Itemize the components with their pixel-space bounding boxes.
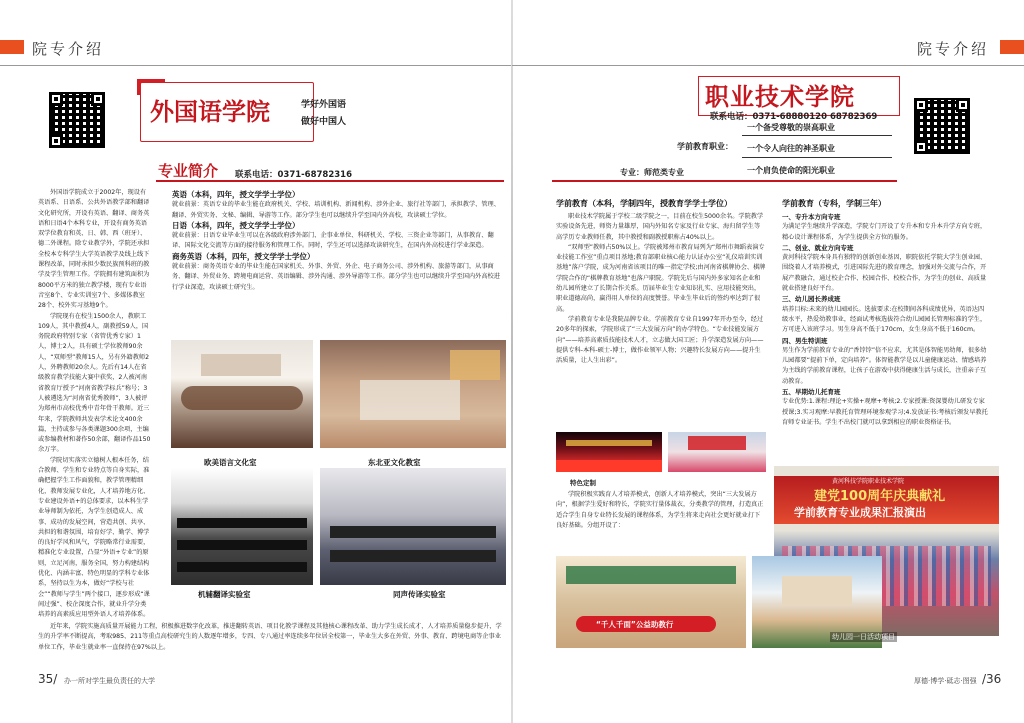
section-heading: 院专介绍 [32, 40, 105, 58]
col1-heading: 学前教育（本科，学制四年，授教育学学士学位） [556, 199, 732, 208]
col1-text-after: 学院积极实践育人才培养模式，创新人才培养模式，突出“三大发展方向”，根据学生爱好和特长，学院实行量体裁衣，分类教学的管理，打造真正适合学生自身专业特长发展的课程体系，为学生将来走向社会更好就业打下良好基础。分组开设了： [556, 491, 764, 529]
subtitle-underline [552, 180, 897, 182]
subtitle-underline [156, 180, 504, 182]
interpretation-lab-photo [320, 468, 506, 585]
program-label: 学前教育职业： [677, 142, 733, 151]
section-marker [0, 40, 24, 54]
footer-slogan: 厚德·博学·砥志·图强 [914, 677, 977, 685]
college-title: 外国语学院 [150, 98, 270, 126]
program-heading: 日语（本科，四年，授文学学士学位） [172, 220, 300, 230]
slogan-2: 做好中国人 [301, 117, 347, 127]
language-lab-photo [171, 340, 313, 448]
col2-text: 一、专升本方向专班 为满足学生继续升学深造，学院专门开设了专升本和专升本升学方向专班，精心设计课程体系，为学生提供全方位的服务。 二、创业、就业方向专班 黄河科技学院本身具有独特的创新创业基因，职院依托学院大学生创业园、围绕着人才培养模式，引进国际先进的教育理念，加强对外交流与合作，开展产教融合，通过校企合作、校园合作、校校合作，为学生的创业、高质量就业搭建良好平台。 三、幼儿园长养成班 培养目标:未来的幼儿园园长。选拔要求:在校期间各科成绩优异，英语达四级水平，热爱幼教事业，经面试考核选拔符合幼儿园园长管理标准的学生，方可进入该班学习。男生身高不低于170cm，女生身高不低于160cm。 四、男生特训班 男生作为学前教育专业的“香饽饽”倍不应求，尤其是体智能男幼师，很多幼儿园都要“提前下单，定向培养”。体智能教学是以儿童健康运动、情感培养为主线的学前教育课程，让孩子在游戏中获得健康生活与成长，注重亲子互动教育。 五、早期幼儿托育班 专业优势:1.课程:理论+实操+观摩+考核;2.专家授课:资深婴幼儿研发专家授课;3.实习观摩:早教托育管理环境参观学习;4.发放证书:考核后颁发早教托育师专业证书。学生不出校门就可以拿到相应的职业资格证书。 [782, 213, 988, 426]
major-label: 专业：师范类专业 [620, 168, 684, 177]
banner-school: 黄河科技学院职业技术学院 [832, 478, 905, 485]
poster-text: “千人千面”公益助教行 [596, 620, 674, 629]
qr-code-icon [47, 90, 107, 150]
contact-phone: 联系电话：0371-68880120 68782369 [710, 112, 878, 122]
qr-code-icon [912, 96, 972, 156]
college-title: 职业技术学院 [705, 83, 855, 111]
intro-paragraph: 外国语学院成立于2002年，现设有英语系、日语系、公共外语教学部和翻译文化研究所，开设有英语、翻译、商务英语和日语4个本科专业，开设有商务英语双学位教育和英、日、韩、西（班牙）、德二外课程。除专业教学外，学院还承担全校本专科学生大学英语教学及线上线下课程改革，同时承担少数民族预科班的教学及学生管理工作。学院拥有建筑面积为8000平方米的独立教学楼，现有专业语音室8个、专业实训室7个、多媒体教室28个、校外实习基地9个。 [38, 189, 150, 310]
photo-caption: 机辅翻译实验室 [198, 590, 251, 599]
closing-paragraph: 近年来，学院实施高质量开展能力工程，积极推进数字化改革，推进翻转英语、项目化教学课程及其他核心课程改革、助力学生成长成才，人才培养质量稳步提升，学生的升学率不断提高，考取985、211等重点高校研究生的人数逐年增多，专四、专八通过率连续多年位居全校第一，毕业生大多在外贸、外事、教育、跨境电商等企事业单位工作，毕业生就业率一直保持在97%以上。 [38, 623, 502, 651]
contact-phone: 联系电话：0371-68782316 [235, 170, 353, 180]
program-heading: 英语（本科，四年，授文学学士学位） [172, 190, 300, 199]
footer-slogan: 办一所对学生最负责任的大学 [64, 677, 155, 685]
feature-label: 特色定制 [570, 479, 596, 487]
col1-text: 职业技术学院属于学校二级学院之一，目前在校生5000余名。学院教学实验设备先进，师资力量雄厚，国内外知名专家及行业专家、海归留学生等高学历专业教师任教，其中教授和副教授职称占40%以上。 “双师型”教师占50%以上。学院被郑州市教育局列为“郑州市舞蹈表演专业技能工作室”重点项目基地;教育部职业核心能力认证办公室“礼仪培训实训基地”落户学院，成为河南省该项目的唯一指定学校;由河南省棋牌协会、棋牌学院合作的“棋牌教育基地”也落户职院。学院先后与国内外多家知名企业和幼儿园所建立了长期合作关系。历届毕业生专业知识扎实、应用技能突出，职业道德高尚，赢得用人单位的高度赞誉。毕业生毕业后的签约率达到了很高。 学前教育专业是我院品牌专业。学前教育专业自1997年开办至今，经过20多年的探索，学院形成了“三大发展方向”的办学特色。“专业技能发展方向”——培养高素质技能技术人才，立志做大国工匠；升学深造发展方向——提供专科-本科-硕士-博士，做作业领军人物；兴趣特长发展方向——提升生活质量，让人生出彩”。 [556, 213, 766, 365]
intro-paragraph: 学院切实落实立德树人根本任务，结合教师、学生和专业特点等自身实际，准确把握学生工作面貌和，教学管理精细化，教师发展专业化，人才培养地方化、专业建设外语+的总体要求，以本科生学业导师制为依托，为学生创造成人、成事、成功的发展空间，营造共创、共享、共担的和谐氛围，培育好学、勤学、博学的良好学风和风气，学院略常行业需要，精准化专业设置，凸显“外语+专业”的原则，立足河南，服务全国，努力构建结构优化、内涵丰富、特色明显的学科专业体系，坚持以生为本，做好“学校与社会”“教师与学生”两个接口，逐步形成“课间过强”、校企深度合作，就业升学分类培养的高素质应用型外语人才培养体系。 [38, 456, 150, 619]
program-list [172, 190, 504, 293]
intro-paragraph: 学院现有在校生1500余人，教职工109人，其中教授4人，副教授59人，国务院政府特别专家（省管优秀专家）1人，博士2人，具有硕士学位教师90余人，“双师型”教师15人，另有外籍教师2人，外聘教师20余人。先后有14人在省级教育教学技能大赛中获奖，2人被河南省教育厅授予“河南省教学标兵”称号；3人被遴选为“河南省优秀教师”，3人被评为郑州市高校优秀中青年骨干教师。近三年来，学院教师共发表学术论文400余篇，主持或参与各类课题300余项，主编或参编教材和著作50余部，翻译作品150余万字。 [38, 312, 151, 454]
right-page [512, 0, 1024, 723]
col2-heading: 学前教育（专科，学制三年） [782, 199, 886, 208]
motto-2: 一个令人向往的神圣职业 [747, 144, 835, 153]
photo-caption: 幼儿园一日活动项目 [832, 633, 895, 641]
motto-3: 一个肩负使命的阳光职业 [747, 166, 835, 175]
section-marker [1000, 40, 1024, 54]
banner-title: 建党100周年庆典献礼 [814, 489, 946, 504]
performance-photo [668, 432, 766, 472]
slogan-1: 学好外国语 [301, 100, 347, 110]
photo-caption: 欧美语言文化室 [204, 458, 257, 467]
stage-photo [556, 432, 662, 472]
charity-photo [556, 556, 746, 648]
translation-lab-photo [171, 468, 313, 585]
banner-subtitle: 学前教育专业成果汇报演出 [794, 506, 926, 519]
motto-1: 一个备受尊敬的崇高职业 [747, 123, 835, 132]
section-heading: 院专介绍 [917, 40, 990, 58]
photo-caption: 同声传译实验室 [393, 590, 446, 599]
page-number: 35/ [38, 672, 58, 686]
program-description: 就业前景：日语专业毕业生可以在各级政府涉外部门、企事业单位、科研机关、学校、三资企业等部门，从事教育、翻译、国际文化交流等方面的接待服务和管理工作。同时，学生还可以选择攻读研究生，在国内外高校进行学业深造。 [172, 232, 494, 250]
culture-classroom-photo [320, 340, 506, 448]
program-heading: 商务英语（本科，四年，授文学学士学位） [172, 251, 315, 261]
page-number: /36 [982, 672, 1002, 686]
photo-caption: 东北亚文化教室 [368, 458, 421, 467]
section-subtitle: 专业简介 [158, 162, 219, 180]
intro-column [38, 188, 152, 634]
divider [0, 65, 512, 66]
program-description: 就业前景：商务英语专业的毕业生能在国家机关、外事、外贸、外企、电子商务公司、涉外机构、旅游等部门，从事商务、翻译、外贸业务、跨境电商运营、英语编辑、涉外沟通、涉外导游等工作。部分学生也可以继续升学至国内外高校进行学业深造，攻读硕士研究生。 [172, 263, 500, 291]
program-description: 就业前景：英语专业的毕业生能在政府机关、学校、培训机构、新闻机构、涉外企业、旅行社等部门，承担教学、管理、翻译、外贸实务、文秘、编辑、导游等工作。部分学生也可以继续升学至国内外高校，攻读硕士学位。 [172, 201, 500, 219]
divider [512, 65, 1024, 66]
